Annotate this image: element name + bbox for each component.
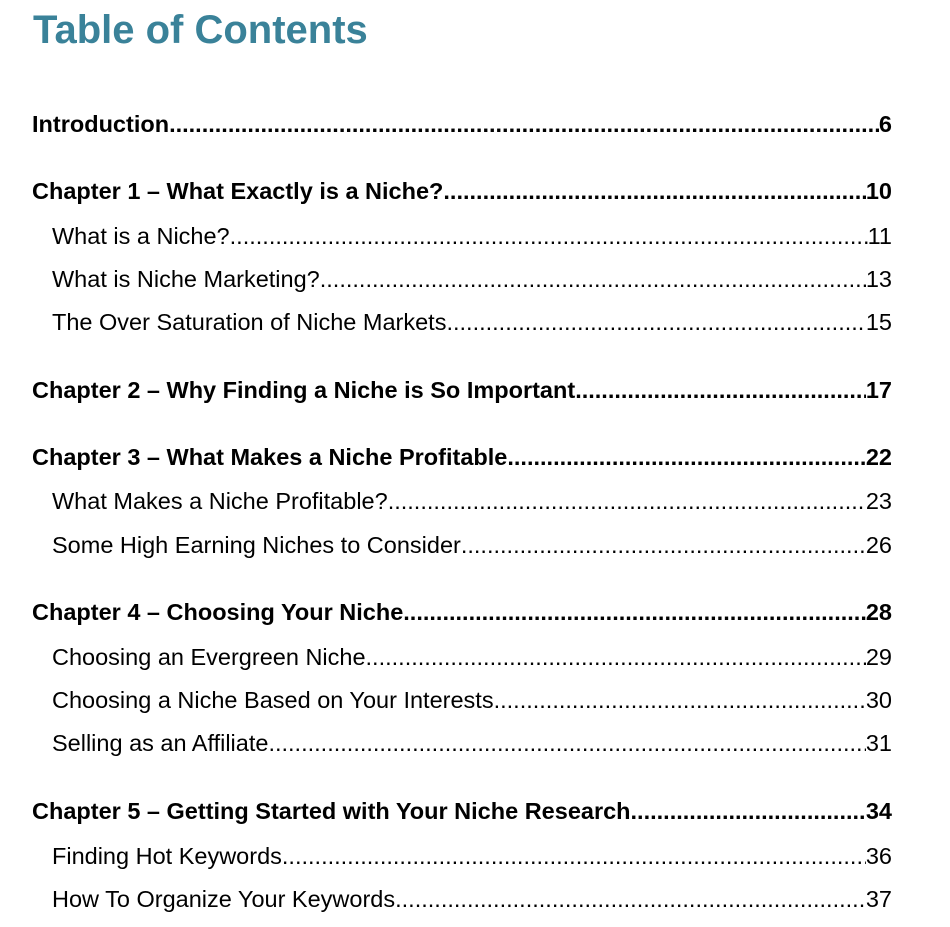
- toc-entry-label: What is a Niche?: [52, 223, 230, 249]
- toc-entry-chapter-1[interactable]: [32, 177, 892, 205]
- toc-entry-label: Chapter 3 – What Makes a Niche Profitable: [32, 444, 508, 470]
- dot-leader: [446, 308, 865, 336]
- toc-page-number: 10: [865, 178, 892, 204]
- dot-leader: [388, 487, 866, 515]
- toc-entry-high-earning-niches[interactable]: [52, 531, 892, 559]
- toc-page-number: 30: [865, 687, 892, 713]
- toc-entry-label: Some High Earning Niches to Consider: [52, 532, 461, 558]
- toc-entry-label: What is Niche Marketing?: [52, 266, 320, 292]
- toc-entry-chapter-2[interactable]: [32, 376, 892, 404]
- toc-entry-selling-affiliate[interactable]: [52, 729, 892, 757]
- dot-leader: [494, 686, 866, 714]
- toc-entry-evergreen-niche[interactable]: [52, 643, 892, 671]
- toc-page-number: 29: [865, 644, 892, 670]
- toc-entry-what-is-a-niche[interactable]: [52, 222, 892, 250]
- page-title: Table of Contents: [33, 8, 368, 52]
- toc-page-number: 17: [865, 377, 892, 403]
- toc-entry-label: Choosing a Niche Based on Your Interests: [52, 687, 494, 713]
- dot-leader: [320, 265, 866, 293]
- dot-leader: [403, 598, 866, 626]
- dot-leader: [443, 177, 865, 205]
- toc-entry-label: Selling as an Affiliate: [52, 730, 269, 756]
- dot-leader: [366, 643, 866, 671]
- dot-leader: [395, 885, 866, 913]
- toc-entry-label: Introduction: [32, 111, 170, 137]
- toc-entry-label: Choosing an Evergreen Niche: [52, 644, 366, 670]
- toc-entry-label: Chapter 4 – Choosing Your Niche: [32, 599, 404, 625]
- toc-entry-hot-keywords[interactable]: [52, 842, 892, 870]
- toc-entry-label: What Makes a Niche Profitable?: [52, 488, 388, 514]
- toc-entry-label: Chapter 2 – Why Finding a Niche is So Important: [32, 377, 576, 403]
- toc-entry-introduction[interactable]: [32, 110, 892, 138]
- toc-page-number: 28: [865, 599, 892, 625]
- dot-leader: [631, 797, 866, 825]
- dot-leader: [230, 222, 868, 250]
- toc-page-number: 34: [865, 798, 892, 824]
- toc-page-number: 23: [865, 488, 892, 514]
- dot-leader: [507, 443, 866, 471]
- toc-entry-label: Chapter 1 – What Exactly is a Niche?: [32, 178, 444, 204]
- toc-entry-what-makes-profitable[interactable]: [52, 487, 892, 515]
- toc-entry-what-is-niche-marketing[interactable]: [52, 265, 892, 293]
- toc-page-number: 15: [865, 309, 892, 335]
- dot-leader: [282, 842, 866, 870]
- toc-page-number: 26: [865, 532, 892, 558]
- toc-entry-over-saturation[interactable]: [52, 308, 892, 336]
- toc-entry-niche-interests[interactable]: [52, 686, 892, 714]
- toc-entry-organize-keywords[interactable]: [52, 885, 892, 913]
- toc-page-number: 36: [865, 843, 892, 869]
- toc-page-number: 22: [865, 444, 892, 470]
- toc-page-number: 6: [878, 111, 892, 137]
- dot-leader: [169, 110, 879, 138]
- dot-leader: [268, 729, 865, 757]
- toc-entry-chapter-3[interactable]: [32, 443, 892, 471]
- toc-page-number: 13: [865, 266, 892, 292]
- toc-entry-label: Finding Hot Keywords: [52, 843, 282, 869]
- toc-page-number: 11: [867, 223, 892, 249]
- toc-entry-label: Chapter 5 – Getting Started with Your Niche Research: [32, 798, 631, 824]
- toc-entry-chapter-5[interactable]: [32, 797, 892, 825]
- toc-entry-chapter-4[interactable]: [32, 598, 892, 626]
- dot-leader: [461, 531, 866, 559]
- dot-leader: [575, 376, 866, 404]
- toc-page-number: 37: [865, 886, 892, 912]
- toc-entry-label: The Over Saturation of Niche Markets: [52, 309, 447, 335]
- toc-entry-label: How To Organize Your Keywords: [52, 886, 396, 912]
- toc-page-number: 31: [865, 730, 892, 756]
